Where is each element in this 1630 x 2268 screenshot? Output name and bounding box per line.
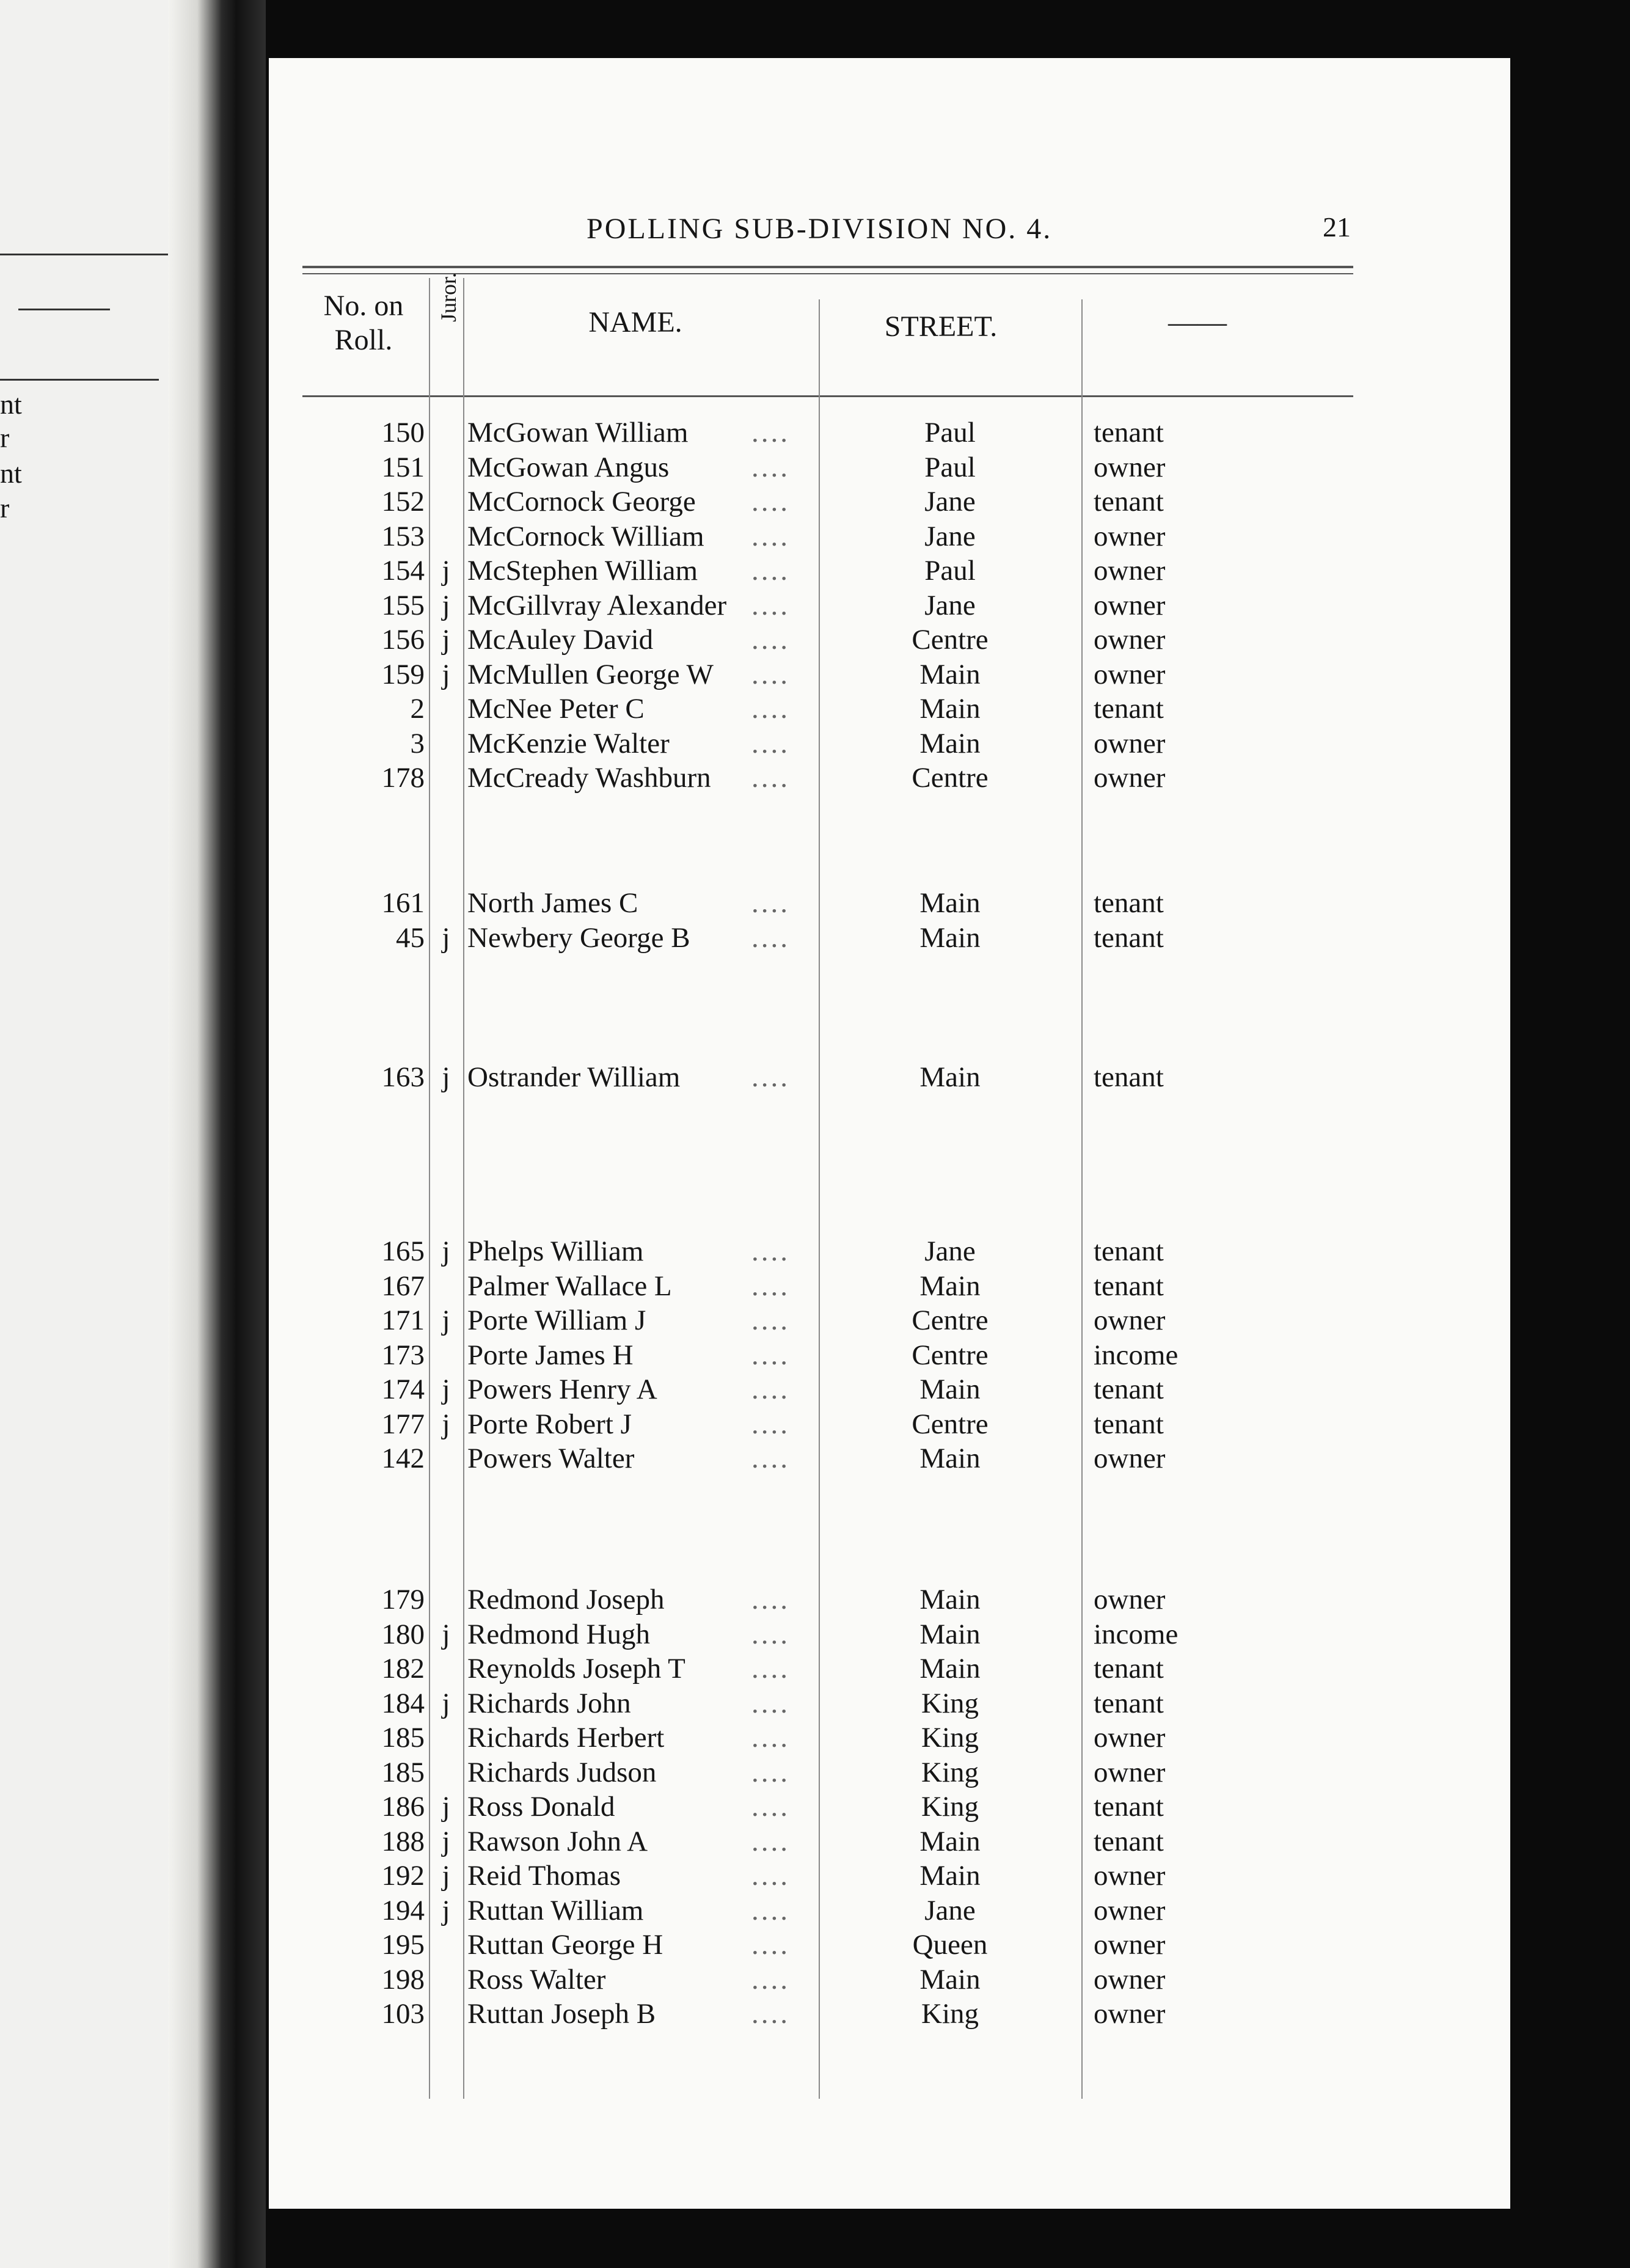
juror-mark: j: [442, 1374, 450, 1405]
juror-mark: j: [442, 1235, 450, 1267]
tenure-status: tenant: [1094, 1235, 1164, 1267]
elector-name: Porte James H: [467, 1339, 634, 1371]
leader-dots: ....: [751, 1963, 790, 1995]
roll-number: 195: [381, 1929, 425, 1961]
elector-name: Newbery George B: [467, 921, 690, 954]
juror-mark: j: [442, 1894, 450, 1926]
tenure-status: owner: [1094, 1963, 1166, 1995]
leader-dots: ....: [751, 1929, 790, 1961]
leader-dots: ....: [751, 1653, 790, 1685]
elector-name: Richards Judson: [467, 1756, 657, 1788]
roll-number: 179: [381, 1584, 425, 1615]
street-name: Jane: [924, 486, 976, 518]
table-row: [269, 485, 1369, 519]
leader-dots: ....: [751, 451, 790, 483]
roll-number: 153: [381, 520, 425, 552]
table-row: [269, 1652, 1369, 1686]
column-header-roll-line2: Roll.: [334, 324, 393, 356]
elector-name: Rawson John A: [467, 1825, 648, 1857]
juror-mark: j: [442, 921, 450, 954]
table-row: [269, 1755, 1369, 1790]
juror-mark: j: [442, 1618, 450, 1650]
leader-dots: ....: [751, 1894, 790, 1926]
table-row: [269, 726, 1369, 761]
table-row: [269, 623, 1369, 657]
table-row: [269, 519, 1369, 554]
tenure-status: owner: [1094, 762, 1166, 794]
table-row: [269, 1269, 1369, 1304]
street-name: Main: [919, 921, 981, 954]
table-row: [269, 657, 1369, 692]
elector-name: McMullen George W: [467, 658, 714, 690]
leader-dots: ....: [751, 1339, 790, 1371]
table-row: [269, 1893, 1369, 1928]
roll-number: 171: [381, 1304, 425, 1336]
tenure-status: owner: [1094, 1929, 1166, 1961]
street-name: Main: [919, 693, 981, 725]
elector-name: McGillvray Alexander: [467, 589, 727, 621]
tenure-status: owner: [1094, 624, 1166, 656]
tenure-status: tenant: [1094, 1374, 1164, 1405]
facing-page-edge: [0, 0, 168, 2268]
table-row: [269, 1790, 1369, 1824]
roll-number: 184: [381, 1687, 425, 1719]
facing-page-rule: [0, 254, 168, 255]
roll-number: 155: [381, 589, 425, 621]
elector-name: Ruttan Joseph B: [467, 1998, 656, 2030]
juror-mark: j: [442, 658, 450, 690]
table-row: [269, 1859, 1369, 1893]
street-name: Centre: [912, 1304, 989, 1336]
facing-page-fragment: r: [0, 422, 10, 453]
street-name: Main: [919, 1825, 981, 1857]
leader-dots: ....: [751, 1374, 790, 1405]
street-name: Paul: [924, 417, 976, 448]
juror-mark: j: [442, 1825, 450, 1857]
juror-mark: j: [442, 1408, 450, 1440]
leader-dots: ....: [751, 1756, 790, 1788]
table-row: [269, 1582, 1369, 1617]
tenure-status: tenant: [1094, 486, 1164, 518]
table-row: [269, 1372, 1369, 1407]
leader-dots: ....: [751, 887, 790, 919]
tenure-status: owner: [1094, 520, 1166, 552]
table-row: [269, 1928, 1369, 1963]
elector-name: Ostrander William: [467, 1061, 681, 1093]
leader-dots: ....: [751, 762, 790, 794]
table-row: [269, 1441, 1369, 1476]
tenure-status: owner: [1094, 658, 1166, 690]
street-name: Queen: [912, 1929, 988, 1961]
roll-number: 165: [381, 1235, 425, 1267]
leader-dots: ....: [751, 1998, 790, 2030]
leader-dots: ....: [751, 555, 790, 587]
leader-dots: ....: [751, 1687, 790, 1719]
table-row: [269, 1338, 1369, 1373]
street-name: King: [921, 1756, 979, 1788]
elector-name: McNee Peter C: [467, 693, 645, 725]
roll-number: 186: [381, 1791, 425, 1823]
elector-name: McCornock George: [467, 486, 696, 518]
leader-dots: ....: [751, 1618, 790, 1650]
street-name: Centre: [912, 624, 989, 656]
table-row: [269, 1997, 1369, 2032]
roll-number: 194: [381, 1894, 425, 1926]
table-row: [269, 1686, 1369, 1721]
tenure-status: owner: [1094, 1894, 1166, 1926]
elector-name: Ross Donald: [467, 1791, 615, 1823]
leader-dots: ....: [751, 1270, 790, 1302]
leader-dots: ....: [751, 921, 790, 954]
leader-dots: ....: [751, 1408, 790, 1440]
leader-dots: ....: [751, 1791, 790, 1823]
elector-name: Powers Henry A: [467, 1374, 657, 1405]
street-name: King: [921, 1722, 979, 1754]
table-row: [269, 921, 1369, 956]
table-row: [269, 886, 1369, 921]
table-row: [269, 692, 1369, 726]
leader-dots: ....: [751, 1860, 790, 1892]
page-title: POLLING SUB-DIVISION NO. 4.: [587, 213, 1053, 245]
roll-number: 185: [381, 1756, 425, 1788]
elector-name: Powers Walter: [467, 1443, 635, 1474]
elector-name: Redmond Joseph: [467, 1584, 665, 1615]
leader-dots: ....: [751, 658, 790, 690]
roll-number: 45: [396, 921, 425, 954]
elector-name: Reynolds Joseph T: [467, 1653, 685, 1685]
street-name: Main: [919, 887, 981, 919]
register-page: [269, 58, 1510, 2209]
tenure-status: tenant: [1094, 1061, 1164, 1093]
street-name: Centre: [912, 1408, 989, 1440]
table-row: [269, 1721, 1369, 1755]
elector-name: Richards Herbert: [467, 1722, 665, 1754]
tenure-status: tenant: [1094, 1653, 1164, 1685]
roll-number: 154: [381, 555, 425, 587]
leader-dots: ....: [751, 1722, 790, 1754]
table-row: [269, 1617, 1369, 1652]
tenure-status: tenant: [1094, 693, 1164, 725]
tenure-status: owner: [1094, 555, 1166, 587]
roll-number: 2: [410, 693, 425, 725]
street-name: Centre: [912, 762, 989, 794]
roll-number: 150: [381, 417, 425, 448]
table-row: [269, 1407, 1369, 1442]
column-header-street: STREET.: [884, 310, 998, 343]
table-row: [269, 588, 1369, 623]
street-name: Main: [919, 1653, 981, 1685]
tenure-status: owner: [1094, 589, 1166, 621]
elector-name: McGowan Angus: [467, 451, 670, 483]
roll-number: 188: [381, 1825, 425, 1857]
roll-number: 182: [381, 1653, 425, 1685]
leader-dots: ....: [751, 1235, 790, 1267]
tenure-status: owner: [1094, 1443, 1166, 1474]
tenure-status: tenant: [1094, 921, 1164, 954]
tenure-status: owner: [1094, 727, 1166, 759]
roll-number: 151: [381, 451, 425, 483]
street-name: Main: [919, 727, 981, 759]
roll-number: 159: [381, 658, 425, 690]
page-number: 21: [1323, 211, 1351, 243]
roll-number: 177: [381, 1408, 425, 1440]
table-row: [269, 1303, 1369, 1338]
elector-name: Richards John: [467, 1687, 631, 1719]
street-name: Main: [919, 1584, 981, 1615]
leader-dots: ....: [751, 417, 790, 448]
roll-number: 161: [381, 887, 425, 919]
elector-name: Porte Robert J: [467, 1408, 632, 1440]
street-name: Main: [919, 1860, 981, 1892]
table-row: [269, 1963, 1369, 1997]
street-name: King: [921, 1687, 979, 1719]
column-header-tenure: ——: [1168, 306, 1227, 338]
tenure-status: owner: [1094, 451, 1166, 483]
elector-name: Porte William J: [467, 1304, 646, 1336]
tenure-status: owner: [1094, 1304, 1166, 1336]
tenure-status: tenant: [1094, 1791, 1164, 1823]
facing-page-fragment: nt: [0, 458, 22, 489]
juror-mark: j: [442, 1304, 450, 1336]
leader-dots: ....: [751, 486, 790, 518]
leader-dots: ....: [751, 1825, 790, 1857]
table-row: [269, 1824, 1369, 1859]
juror-mark: j: [442, 1791, 450, 1823]
tenure-status: owner: [1094, 1860, 1166, 1892]
leader-dots: ....: [751, 693, 790, 725]
elector-name: Ruttan William: [467, 1894, 644, 1926]
leader-dots: ....: [751, 589, 790, 621]
elector-name: Ruttan George H: [467, 1929, 663, 1961]
elector-name: North James C: [467, 887, 638, 919]
street-name: Main: [919, 658, 981, 690]
elector-name: McCornock William: [467, 520, 704, 552]
street-name: Centre: [912, 1339, 989, 1371]
juror-mark: j: [442, 1687, 450, 1719]
column-header-rule: [302, 395, 1353, 397]
roll-number: 185: [381, 1722, 425, 1754]
leader-dots: ....: [751, 1061, 790, 1093]
juror-mark: j: [442, 589, 450, 621]
facing-page-fragment: nt: [0, 389, 22, 420]
street-name: Jane: [924, 520, 976, 552]
street-name: King: [921, 1998, 979, 2030]
tenure-status: owner: [1094, 1998, 1166, 2030]
elector-name: McStephen William: [467, 555, 698, 587]
leader-dots: ....: [751, 1584, 790, 1615]
table-row: [269, 554, 1369, 588]
juror-mark: j: [442, 555, 450, 587]
header-double-rule: [302, 266, 1353, 268]
roll-number: 180: [381, 1618, 425, 1650]
elector-name: McKenzie Walter: [467, 727, 670, 759]
roll-number: 167: [381, 1270, 425, 1302]
tenure-status: tenant: [1094, 1270, 1164, 1302]
roll-number: 174: [381, 1374, 425, 1405]
column-header-roll-number: [305, 289, 422, 357]
elector-name: Reid Thomas: [467, 1860, 621, 1892]
juror-mark: j: [442, 1860, 450, 1892]
roll-number: 163: [381, 1061, 425, 1093]
facing-page-rule: [18, 309, 110, 310]
table-row: [269, 450, 1369, 485]
facing-page-fragment: r: [0, 492, 10, 524]
tenure-status: tenant: [1094, 417, 1164, 448]
tenure-status: income: [1094, 1339, 1179, 1371]
elector-name: Palmer Wallace L: [467, 1270, 672, 1302]
leader-dots: ....: [751, 520, 790, 552]
table-row: [269, 1234, 1369, 1269]
roll-number: 142: [381, 1443, 425, 1474]
roll-number: 198: [381, 1963, 425, 1995]
elector-name: McAuley David: [467, 624, 654, 656]
tenure-status: tenant: [1094, 1408, 1164, 1440]
tenure-status: owner: [1094, 1584, 1166, 1615]
table-row: [269, 1060, 1369, 1095]
roll-number: 3: [410, 727, 425, 759]
book-spine-shadow: [168, 0, 266, 2268]
leader-dots: ....: [751, 1304, 790, 1336]
column-header-roll-line1: No. on: [323, 290, 404, 322]
column-header-juror: Juror.: [436, 273, 461, 322]
leader-dots: ....: [751, 1443, 790, 1474]
elector-name: McCready Washburn: [467, 762, 711, 794]
juror-mark: j: [442, 624, 450, 656]
column-header-name: NAME.: [588, 306, 682, 338]
street-name: Main: [919, 1443, 981, 1474]
elector-name: Phelps William: [467, 1235, 644, 1267]
street-name: King: [921, 1791, 979, 1823]
facing-page-rule: [0, 379, 159, 381]
roll-number: 173: [381, 1339, 425, 1371]
tenure-status: owner: [1094, 1756, 1166, 1788]
roll-number: 103: [381, 1998, 425, 2030]
street-name: Main: [919, 1963, 981, 1995]
elector-name: Redmond Hugh: [467, 1618, 650, 1650]
leader-dots: ....: [751, 727, 790, 759]
street-name: Paul: [924, 451, 976, 483]
roll-number: 152: [381, 486, 425, 518]
street-name: Main: [919, 1374, 981, 1405]
roll-number: 178: [381, 762, 425, 794]
leader-dots: ....: [751, 624, 790, 656]
tenure-status: owner: [1094, 1722, 1166, 1754]
street-name: Main: [919, 1618, 981, 1650]
street-name: Jane: [924, 589, 976, 621]
juror-mark: j: [442, 1061, 450, 1093]
table-row: [269, 761, 1369, 796]
tenure-status: income: [1094, 1618, 1179, 1650]
tenure-status: tenant: [1094, 1687, 1164, 1719]
elector-name: Ross Walter: [467, 1963, 606, 1995]
elector-name: McGowan William: [467, 417, 689, 448]
street-name: Paul: [924, 555, 976, 587]
street-name: Jane: [924, 1894, 976, 1926]
table-row: [269, 415, 1369, 450]
street-name: Jane: [924, 1235, 976, 1267]
tenure-status: tenant: [1094, 1825, 1164, 1857]
street-name: Main: [919, 1061, 981, 1093]
tenure-status: tenant: [1094, 887, 1164, 919]
roll-number: 156: [381, 624, 425, 656]
street-name: Main: [919, 1270, 981, 1302]
roll-number: 192: [381, 1860, 425, 1892]
